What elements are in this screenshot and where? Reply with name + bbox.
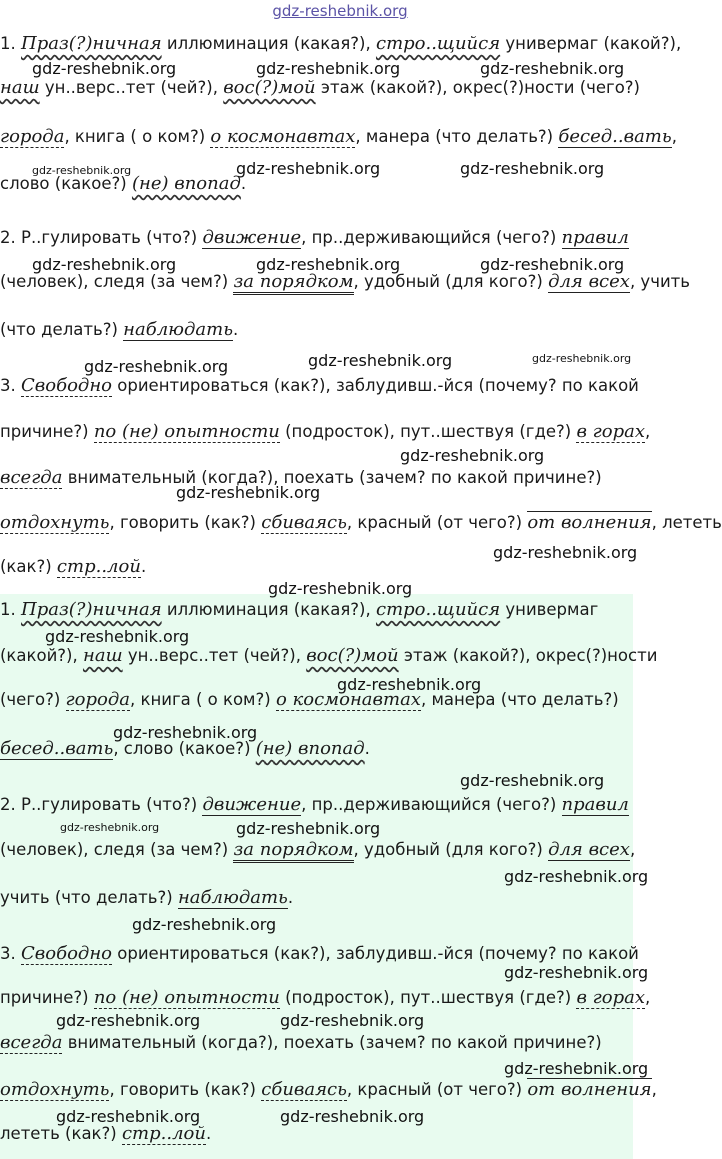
- text: , пр..держивающийся (чего?): [301, 228, 562, 247]
- watermark: gdz-reshebnik.org: [480, 255, 625, 274]
- text: универмаг: [500, 600, 599, 619]
- text: ориентироваться (как?), заблудивш.-йся (почему? по какой: [112, 376, 639, 395]
- text: этаж (какой?), окрес(?)ности (чего?): [315, 78, 640, 97]
- text: .: [205, 1124, 212, 1143]
- text: ,: [645, 422, 651, 441]
- text: 2. Р..гулировать (что?): [0, 795, 203, 814]
- text: .: [364, 739, 370, 758]
- watermark: gdz-reshebnik.org: [84, 357, 229, 376]
- sec3-line-5: [0, 555, 146, 579]
- text: ,: [671, 127, 677, 146]
- text: 1.: [0, 600, 21, 619]
- watermark: gdz-reshebnik.org: [132, 915, 277, 934]
- text: причине?): [0, 422, 94, 441]
- text: (как?): [0, 557, 57, 576]
- text: (какой?),: [0, 646, 83, 665]
- text: иллюминация (какая?),: [161, 600, 376, 619]
- sec3-line-4: [0, 511, 722, 535]
- copy2-line-1: [0, 793, 629, 817]
- text: 1.: [0, 34, 21, 53]
- word-po-neopytnosti: по (не) опытности: [93, 421, 280, 442]
- text: , слово (какое?): [113, 739, 256, 758]
- watermark: gdz-reshebnik.org: [337, 675, 482, 694]
- watermark: gdz-reshebnik.org: [504, 1059, 649, 1078]
- word-o-kosmonavtakh: о космонавтах: [210, 126, 356, 147]
- text: внимательный (когда?), поехать (зачем? по какой причине?): [62, 1033, 602, 1052]
- word-sbivayas: сбиваясь: [261, 512, 347, 533]
- watermark: gdz-reshebnik.org: [460, 159, 605, 178]
- copy3-line-4: [0, 1078, 657, 1102]
- word-dvizhenie: движение: [202, 227, 302, 248]
- text: причине?): [0, 988, 94, 1007]
- watermark: gdz-reshebnik.org: [236, 159, 381, 178]
- word-za-poryadkom: за порядком: [233, 271, 353, 295]
- watermark: gdz-reshebnik.org: [280, 1011, 425, 1030]
- watermark: gdz-reshebnik.org: [256, 255, 401, 274]
- text: слово (какое?): [0, 174, 132, 193]
- watermark: gdz-reshebnik.org: [532, 352, 632, 365]
- text: , манера (что делать?): [420, 690, 619, 709]
- watermark: gdz-reshebnik.org: [400, 446, 545, 465]
- word-ne-vpopad: (не) впопад: [131, 173, 241, 194]
- watermark: gdz-reshebnik.org: [56, 1011, 201, 1030]
- text: ,: [645, 988, 651, 1007]
- text: универмаг (какой?),: [500, 34, 682, 53]
- word-goroda: города: [65, 689, 130, 710]
- text: внимательный (когда?), поехать (зачем? по какой причине?): [62, 468, 602, 487]
- text: ,: [651, 1080, 657, 1099]
- word-prazdnichnaya: Праз(?)ничная: [21, 33, 162, 54]
- watermark: gdz-reshebnik.org: [493, 543, 638, 562]
- watermark: gdz-reshebnik.org: [60, 821, 160, 834]
- text: , красный (от чего?): [346, 513, 528, 532]
- text: , учить: [629, 272, 690, 291]
- watermark: gdz-reshebnik.org: [113, 723, 258, 742]
- sec1-line-2: [0, 76, 640, 100]
- text: , книга ( о ком?): [64, 127, 211, 146]
- text: , удобный (для кого?): [353, 272, 549, 291]
- text: (человек), следя (за чем?): [0, 840, 234, 859]
- word-otdokhnut: отдохнуть: [0, 512, 110, 533]
- text: , книга ( о ком?): [129, 690, 276, 709]
- watermark: gdz-reshebnik.org: [32, 59, 177, 78]
- text: 3.: [0, 944, 21, 963]
- word-besedovat: бесед..вать: [558, 126, 672, 147]
- word-v-gorakh: в горах: [576, 421, 645, 442]
- watermark: gdz-reshebnik.org: [32, 164, 132, 177]
- text: учить (что делать?): [0, 888, 178, 907]
- word-besedovat: бесед..вать: [0, 738, 114, 759]
- word-za-poryadkom: за порядком: [233, 839, 353, 863]
- watermark: gdz-reshebnik.org: [280, 1107, 425, 1126]
- word-po-neopytnosti: по (не) опытности: [93, 987, 280, 1008]
- word-o-kosmonavtakh: о космонавтах: [275, 689, 421, 710]
- word-stroyashchiysya: стро..щийся: [375, 599, 501, 620]
- word-goroda: города: [0, 126, 65, 147]
- word-pravil: правил: [561, 227, 629, 248]
- word-svobodno: Свободно: [21, 375, 113, 396]
- word-dlya-vsekh: для всех: [548, 271, 630, 292]
- text: иллюминация (какая?),: [161, 34, 376, 53]
- text: ,: [629, 840, 636, 859]
- word-pravil: правил: [561, 794, 629, 815]
- text: 2. Р..гулировать (что?): [0, 228, 203, 247]
- text: (чего?): [0, 690, 66, 709]
- word-ot-volneniya: от волнения: [527, 512, 652, 533]
- text: ориентироваться (как?), заблудивш.-йся (почему? по какой: [112, 944, 639, 963]
- text: , говорить (как?): [109, 513, 262, 532]
- watermark: gdz-reshebnik.org: [460, 771, 605, 790]
- text: ун..верс..тет (чей?),: [122, 646, 307, 665]
- watermark: gdz-reshebnik.org: [504, 963, 649, 982]
- watermark: gdz-reshebnik.org: [504, 867, 649, 886]
- sec1-line-1: [0, 32, 681, 56]
- sec2-line-3: [0, 318, 238, 342]
- text: , лететь: [651, 513, 722, 532]
- text: ун..верс..тет (чей?),: [39, 78, 224, 97]
- text: .: [240, 174, 247, 193]
- word-nablyudat: наблюдать: [123, 319, 234, 340]
- word-streloy: стр..лой: [56, 556, 141, 577]
- copy3-line-3: [0, 1031, 602, 1055]
- watermark: gdz-reshebnik.org: [56, 1107, 201, 1126]
- text: , манера (что делать?): [355, 127, 559, 146]
- sec3-line-2: [0, 420, 650, 444]
- word-ne-vpopad: (не) впопад: [255, 738, 365, 759]
- text: (подросток), пут..шествуя (где?): [279, 988, 577, 1007]
- text: .: [233, 320, 239, 339]
- word-dvizhenie: движение: [202, 794, 302, 815]
- word-ot-volneniya: от волнения: [527, 1079, 652, 1100]
- text: (что делать?): [0, 320, 124, 339]
- word-streloy: стр..лой: [121, 1123, 206, 1144]
- watermark: gdz-reshebnik.org: [45, 627, 190, 646]
- watermark: gdz-reshebnik.org: [308, 351, 453, 370]
- word-otdokhnut: отдохнуть: [0, 1079, 110, 1100]
- sec3-line-1: [0, 374, 639, 398]
- word-nash: наш: [0, 77, 40, 98]
- text: , удобный (для кого?): [353, 840, 549, 859]
- word-vsegda: всегда: [0, 1032, 63, 1053]
- watermark: gdz-reshebnik.org: [236, 819, 381, 838]
- copy1-line-3: [0, 688, 619, 712]
- copy1-line-2: [0, 644, 657, 668]
- word-svobodno: Свободно: [21, 943, 113, 964]
- word-vsegda: всегда: [0, 467, 63, 488]
- watermark: gdz-reshebnik.org: [256, 59, 401, 78]
- watermark: gdz-reshebnik.org: [176, 483, 321, 502]
- text: этаж (какой?), окрес(?)ности: [398, 646, 658, 665]
- word-sbivayas: сбиваясь: [261, 1079, 347, 1100]
- copy3-line-2: [0, 986, 650, 1010]
- watermark: gdz-reshebnik.org: [480, 59, 625, 78]
- text: (подросток), пут..шествуя (где?): [279, 422, 577, 441]
- word-stroyashchiysya: стро..щийся: [375, 33, 501, 54]
- watermark: gdz-reshebnik.org: [32, 255, 177, 274]
- text: 3.: [0, 376, 21, 395]
- sec2-line-1: [0, 226, 629, 250]
- word-vosmoy: вос(?)мой: [306, 645, 399, 666]
- text: , красный (от чего?): [346, 1080, 528, 1099]
- word-nablyudat: наблюдать: [177, 887, 288, 908]
- site-header-link[interactable]: gdz-reshebnik.org: [272, 2, 408, 20]
- text: , пр..держивающийся (чего?): [301, 795, 562, 814]
- copy2-line-2: [0, 838, 635, 862]
- sec1-line-3: [0, 125, 677, 149]
- text: лететь (как?): [0, 1124, 122, 1143]
- copy2-line-3: [0, 886, 293, 910]
- text: (человек), следя (за чем?): [0, 272, 234, 291]
- word-dlya-vsekh: для всех: [548, 839, 630, 860]
- word-nash: наш: [82, 645, 123, 666]
- word-prazdnichnaya: Праз(?)ничная: [21, 599, 162, 620]
- word-v-gorakh: в горах: [576, 987, 645, 1008]
- word-vosmoy: вос(?)мой: [223, 77, 316, 98]
- copy1-line-1: [0, 598, 598, 622]
- text: .: [287, 888, 294, 907]
- text: .: [140, 557, 147, 576]
- watermark: gdz-reshebnik.org: [268, 579, 413, 598]
- text: , говорить (как?): [109, 1080, 262, 1099]
